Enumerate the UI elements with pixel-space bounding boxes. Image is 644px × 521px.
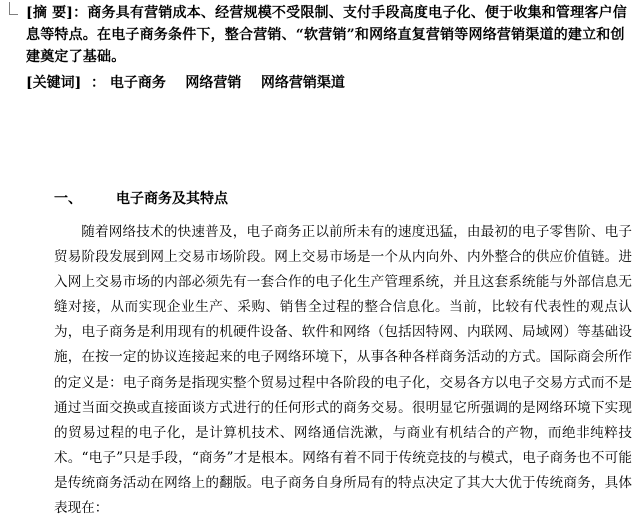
abstract-text: 商务具有营销成本、经营规模不受限制、支付手段高度电子化、便于收集和管理客户信息等特点。在电子商务条件下，整合营销、“软营销”和网络直复营销等网络营销渠道的建立和创建奠定了基础。 [26,5,627,65]
keywords-line [26,72,638,94]
abstract-label: [摘 要]： [26,5,88,21]
section-title: 电子商务及其特点 [116,191,228,207]
section-heading [54,188,228,210]
keywords-terms: 电子商务 网络营销 网络营销渠道 [109,75,345,91]
abstract-paragraph [26,2,638,68]
keywords-label: [关键词] ： [26,75,105,91]
text-boundary-mark [9,2,18,15]
section-number: 一、 [54,191,82,207]
body-paragraph: 随着网络技术的快速普及，电子商务正以前所未有的速度迅猛，由最初的电子零售阶、电子贸易阶段发展到网上交易市场阶段。网上交易市场是一个从内向外、内外整合的供应价值链。进入网上交易市场的内部必须先有一套合作的电子化生产管理系统，并且这套系统能与外部信息无缝对接，从而实现企业生产、采购、销售全过程的整合信息化。当前，比较有代表性的观点认为，电子商务是利用现有的机硬件设备、软件和网络（包括因特网、内联网、局域网）等基础设施，在按一定的协议连接起来的电子网络环境下，从事各种各样商务活动的方式。国际商会所作的定义是：电子商务是指现实整个贸易过程中各阶段的电子化，交易各方以电子交易方式而不是通过当面交换或直接面谈方式进行的任何形式的商务交易。很明显它所强调的是网络环境下实现的贸易过程的电子化，是计算机技术、网络通信洗漱，与商业有机结合的产物，而绝非纯粹技术。“电子”只是手段，“商务”才是根本。网络有着不同于传统竞技的与模式，电子商务也不可能是传统商务活动在网络上的翻版。电子商务自身所局有的特点决定了其大大优于传统商务，具体表现在： [54,224,632,517]
